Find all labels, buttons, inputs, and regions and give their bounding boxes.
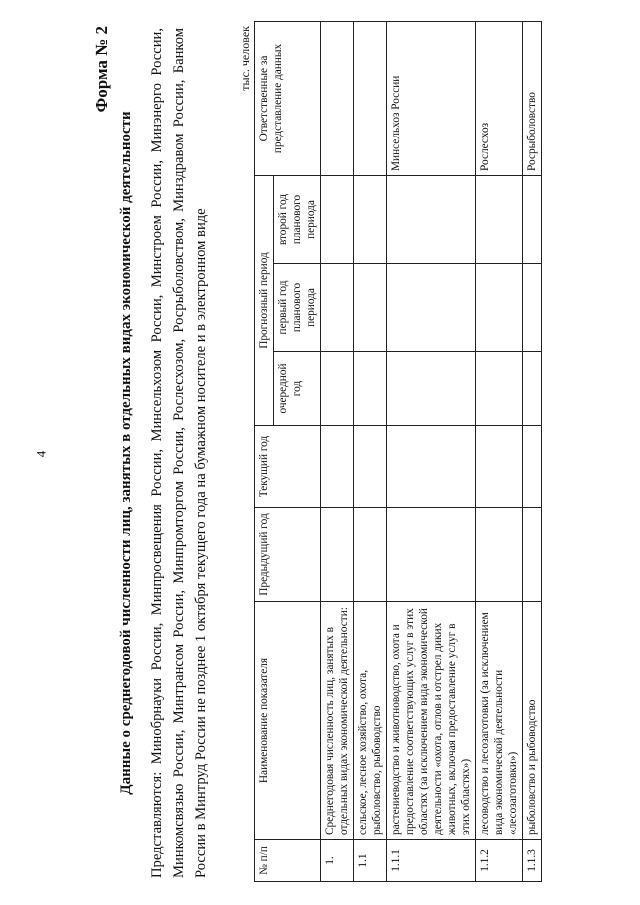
cell-second-year: [387, 175, 476, 263]
cell-next-year: [321, 352, 354, 426]
presenters-paragraph: Представляются: Минобрнауки России, Минпросвещения России, Минсельхозом России, Минстроем России, Минэнерго России, Минкомсвязью России, Минтрансом России, Минпромторгом России, Рослесхозом, Росрыболовством, Минздравом России, Банком России в Минтруд России не позднее 1 октября текущего года на бумажном носителе и в электронном виде: [149, 28, 209, 878]
cell-next-year: [354, 352, 387, 426]
cell-second-year: [354, 175, 387, 263]
cell-current-year: [354, 426, 387, 508]
data-table: [254, 21, 542, 882]
cell-first-year: [387, 264, 476, 352]
row-num: 1.: [321, 840, 354, 882]
cell-current-year: [387, 426, 476, 508]
cell-first-year: [523, 264, 542, 352]
cell-first-year: [476, 264, 523, 352]
cell-prev-year: [387, 508, 476, 602]
row-num: 1.1: [354, 840, 387, 882]
row-name: растениеводство и животноводство, охота и предоставление соответствующих услуг в этих областях (за исключением вида экономической деятельности «охота, отлов и отстрел диких животных, включая предоставление услуг в этих областях»): [387, 602, 476, 840]
header-second-year: второй год планового периода: [274, 175, 321, 263]
cell-second-year: [523, 175, 542, 263]
row-name: рыболовство и рыбоводство: [523, 602, 542, 840]
row-responsible: Росрыболовство: [523, 21, 542, 175]
cell-prev-year: [523, 508, 542, 602]
row-num: 1.1.3: [523, 840, 542, 882]
row-responsible: Минсельхоз России: [387, 21, 476, 175]
header-name: Наименование показателя: [255, 602, 321, 840]
cell-first-year: [321, 264, 354, 352]
table-row: [387, 21, 476, 881]
cell-prev-year: [354, 508, 387, 602]
rotated-page-content: [92, 18, 632, 888]
page-number: 4: [33, 450, 49, 458]
cell-prev-year: [476, 508, 523, 602]
page-title: Данные о среднегодовой численности лиц, занятых в отдельных видах экономической деятельности: [118, 111, 134, 795]
cell-next-year: [523, 352, 542, 426]
units-label: тыс. человек: [238, 26, 252, 91]
row-responsible: [321, 21, 354, 175]
cell-current-year: [523, 426, 542, 508]
row-num: 1.1.1: [387, 840, 476, 882]
header-prev-year: Предыдущий год: [255, 508, 321, 602]
cell-second-year: [476, 175, 523, 263]
row-name: сельское, лесное хозяйство, охота, рыболовство, рыбоводство: [354, 602, 387, 840]
cell-first-year: [354, 264, 387, 352]
table-row: [321, 21, 354, 881]
header-forecast: Прогнозный период: [255, 175, 274, 425]
table-row: [523, 21, 542, 881]
form-label: Форма № 2: [92, 26, 111, 113]
header-next-year: очередной год: [274, 352, 321, 426]
row-name: лесоводство и лесозаготовки (за исключением вида экономической деятельности «лесозаготовки»): [476, 602, 523, 840]
header-first-year: первый год планового периода: [274, 264, 321, 352]
cell-current-year: [476, 426, 523, 508]
header-num: № п/п: [255, 840, 321, 882]
header-current-year: Текущий год: [255, 426, 321, 508]
header-responsible: Ответственные за представление данных: [255, 21, 321, 175]
cell-next-year: [476, 352, 523, 426]
table-row: [354, 21, 387, 881]
cell-second-year: [321, 175, 354, 263]
cell-next-year: [387, 352, 476, 426]
cell-prev-year: [321, 508, 354, 602]
row-num: 1.1.2: [476, 840, 523, 882]
row-responsible: Рослесхоз: [476, 21, 523, 175]
row-responsible: [354, 21, 387, 175]
cell-current-year: [321, 426, 354, 508]
table-row: [476, 21, 523, 881]
row-name: Среднегодовая численность лиц, занятых в отдельных видах экономической деятельности:: [321, 602, 354, 840]
